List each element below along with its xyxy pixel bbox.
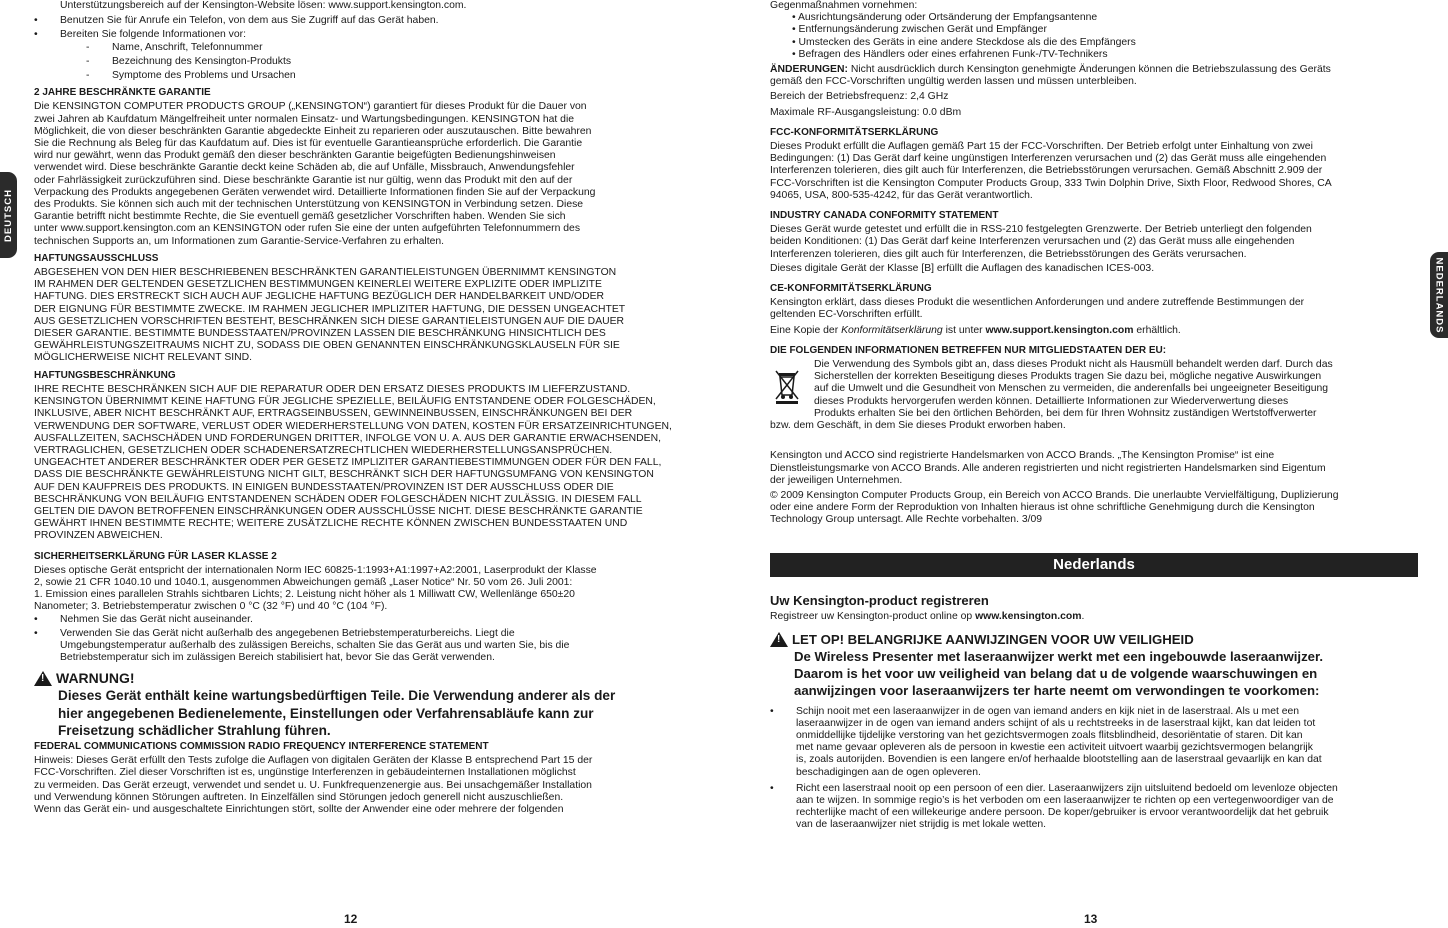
list-item: • Umstecken des Geräts in eine andere Steckdose als die des Empfängers	[792, 37, 1418, 49]
list-item	[34, 29, 682, 82]
canada-heading: INDUSTRY CANADA CONFORMITY STATEMENT	[770, 210, 999, 222]
eu-text: Die Verwendung des Symbols gibt an, dass dieses Produkt nicht als Hausmüll behandelt werden darf. Durch das Sicherstellen der korrekten Beseitigung dieses Produkts tragen Sie dazu bei, mögliche negative Auswirkungen auf die Umwelt und die Gesundheit von Menschen zu vermeiden, die anderenfalls bei ungeeigneter Beseitigung dieses Produkts hervorgerufen werden können. Detaillierte Informationen zur Wiederverwertung dieses Produkts erhalten Sie bei den örtlichen Behörden, bei dem für Ihren Wohnsitz zuständigen Wertstoffverwerter	[814, 359, 1333, 419]
list-item: • Ausrichtungsänderung oder Ortsänderung der Empfangsantenne	[792, 12, 1418, 24]
changes-paragraph	[770, 64, 1418, 88]
changes-label: ÄNDERUNGEN:	[770, 64, 848, 76]
dash-list	[60, 42, 682, 83]
list-item: • Schijn nooit met een laseraanwijzer in de ogen van iemand anders en kijk niet in de laserstraal. Als u met een laseraanwijzer in de ogen van iemand anders schijnt of als u rechtstreeks in de laserstraal kijkt, kan dat leiden tot onmiddellijke tijdelijke verstoring van het gezichtsvermogen zoals flitsblindheid, desoriëntatie of staren. Dit kan met name gevaar opleveren als de persoon in kwestie een activiteit uitvoert waarbij gezichtsvermogen belangrijk is, zoals autorijden. Bovendien is een langere en/of herhaalde blootstelling aan de laserstraal gevaarlijk en kan dat beschadigingen aan de ogen opleveren.	[770, 706, 1418, 779]
list-item: • Richt een laserstraal nooit op een persoon of een dier. Laseraanwijzers zijn uitsluitend bedoeld om levenloze objecten aan te wijzen. In sommige regio’s is het verboden om een laseraanwijzer te richten op een vertegenwoordiger van de rechterlijke macht of een willekeurige andere persoon. De koper/gebruiker is ervoor verantwoordelijk dat het gebruik van de laseraanwijzer niet strijdig is met lokale wetten.	[770, 783, 1418, 832]
eu-heading: DIE FOLGENDEN INFORMATIONEN BETREFFEN NUR MITGLIEDSTAATEN DER EU:	[770, 344, 1167, 356]
copyright-text: © 2009 Kensington Computer Products Group, ein Bereich von ACCO Brands. Die unerlaubte Vervielfältigung, Duplizierung oder eine andere Form der Reproduktion von Inhalten hieraus ist ohne schriftliche Genehmigung durch die Kensington Technology Group untersagt. Alle Rechte vorbehalten. 3/09	[770, 489, 1339, 526]
warning-title: WARNUNG!	[56, 670, 135, 687]
nl-register-pre: Registreer uw Kensington-product online op	[770, 610, 976, 622]
page-number-left: 12	[344, 912, 358, 926]
fcc-conformity-text: Dieses Produkt erfüllt die Auflagen gemäß Part 15 der FCC-Vorschriften. Der Betrieb erfolgt unter Einhaltung von zwei Bedingungen: (1) Das Gerät darf keine ungünstigen Interferenzen verursachen und (2) das Gerät muss alle eingehenden Interferenzen tolerieren, dies gilt auch für Interferenzen, die Betriebsstörungen verursachen. Gemäß Abschnitt 2.909 der FCC-Vorschriften ist die Kensington Computer Products Group, 333 Twin Dolphin Drive, Sixth Floor, Redwood Shores, CA 94065, USA, 800-535-4242, für das Gerät verantwortlich.	[770, 141, 1332, 201]
warranty-heading: 2 JAHRE BESCHRÄNKTE GARANTIE	[34, 87, 211, 99]
laser-text: Dieses optische Gerät entspricht der internationalen Norm IEC 60825-1:1993+A1:1997+A2:2001, Laserprodukt der Klasse 2, sowie 21 CFR 1040.10 und 1040.1, ausgenommen Abweichungen gemäß „Laser Notice“ Nr. 50 vom 26. Juli 2001: 1. Emission eines parallelen Strahls sichtbaren Lichts; 2. Leistung nicht höher als 1 Milliwatt CW, Wellenlänge 650±20 Nanometer; 3. Betriebstemperatur zwischen 0 °C (32 °F) und 40 °C (104 °F).	[34, 564, 597, 613]
list-item: • Verwenden Sie das Gerät nicht außerhalb des angegebenen Betriebstemperaturbereichs. Liegt die Umgebungstemperatur außerhalb des zulässigen Bereichs, schalten Sie das Gerät aus und warten Sie, bis die Betriebstemperatur sich im zulässigen Bereich stabilisiert hat, bevor Sie das Gerät verwenden.	[34, 628, 682, 665]
disclaimer-heading: HAFTUNGSAUSSCHLUSS	[34, 252, 159, 264]
nl-warning-text: De Wireless Presenter met laseraanwijzer werkt met een ingebouwde laseraanwijzer. Daarom is het voor uw veiligheid van belang dat u de volgende waarschuwingen en aanwijzingen voor laseraanwijzers ter harte neemt om verwondingen te voorkomen:	[794, 648, 1324, 699]
list-item: • Benutzen Sie für Anrufe ein Telefon, von dem aus Sie Zugriff auf das Gerät haben.	[34, 15, 682, 27]
warning-heading	[34, 670, 682, 687]
ce-copy-italic: Konformitätserklärung	[841, 324, 943, 336]
laser-heading: SICHERHEITSERKLÄRUNG FÜR LASER KLASSE 2	[34, 550, 277, 562]
canada-text: Dieses Gerät wurde getestet und erfüllt die in RSS-210 festgelegten Grenzwerte. Der Betrieb unterliegt den folgenden beiden Konditionen: (1) Das Gerät darf keine Interferenzen verursachen und (2) das Gerät muss alle eingehenden Interferenzen tolerieren, dies gilt auch für Interferenzen, die Betriebsstörungen des Geräts verursachen.	[770, 224, 1312, 260]
nl-register-link[interactable]: www.kensington.com	[975, 610, 1082, 622]
laser-bullets	[34, 614, 682, 665]
list-item: • Entfernungsänderung zwischen Gerät und Empfänger	[792, 24, 1418, 36]
nl-register-line	[770, 611, 1418, 623]
weee-bin-icon	[770, 359, 806, 420]
list-item: • Nehmen Sie das Gerät nicht auseinander.	[34, 614, 682, 626]
page-number-right: 13	[1084, 912, 1098, 926]
ce-copy-pre: Eine Kopie der	[770, 324, 842, 336]
nl-title: Uw Kensington-product registreren	[770, 592, 989, 608]
trademark-text: Kensington und ACCO sind registrierte Handelsmarken von ACCO Brands. „The Kensington Promise“ ist eine Dienstleistungsmarke von ACCO Brands. Alle anderen registrierten und nicht registrierten Handelsmarken sind Eigentum der jeweiligen Unternehmen.	[770, 450, 1326, 486]
nl-bullets	[770, 706, 1418, 832]
intro-line: Unterstützungsbereich auf der Kensington-Website lösen: www.support.kensington.com.	[60, 0, 467, 11]
changes-text: Nicht ausdrücklich durch Kensington genehmigte Änderungen können die Betriebszulassung des Geräts gemäß den FCC-Vorschriften ungültig werden lassen und müssen unterbleiben.	[770, 64, 1331, 88]
tab-label: DEUTSCH	[3, 188, 15, 242]
nl-warning-title: LET OP! BELANGRIJKE AANWIJZINGEN VOOR UW VEILIGHEID	[792, 631, 1194, 647]
ce-heading: CE-KONFORMITÄTSERKLÄRUNG	[770, 283, 932, 295]
support-bullets	[34, 15, 682, 82]
ce-text: Kensington erklärt, dass dieses Produkt die wesentlichen Anforderungen und andere zutreffende Bestimmungen der geltenden EC-Vorschriften erfüllt.	[770, 297, 1305, 321]
eu-tail: bzw. dem Geschäft, in dem Sie dieses Produkt erworben haben.	[770, 420, 1066, 432]
fcc-heading: FEDERAL COMMUNICATIONS COMMISSION RADIO FREQUENCY INTERFERENCE STATEMENT	[34, 740, 489, 752]
fcc-text: Hinweis: Dieses Gerät erfüllt den Tests zufolge die Auflagen von digitalen Geräten der Klasse B entsprechend Part 15 der FCC-Vorschriften. Ziel dieser Vorschriften ist es, ungünstige Interferenzen in gebäudeinternen Installationen möglichst zu vermeiden. Das Gerät erzeugt, verwendet und sendet u. U. Funkfrequenzenergie aus. Bei unsachgemäßer Installation und Verwendung können Störungen auftreten. In Einzelfällen sind Störungen jedoch generell nicht auszuschließen. Wenn das Gerät ein- und ausgeschaltete Einrichtungen stört, sollte der Anwender eine oder mehrere der folgenden	[34, 755, 593, 815]
ce-copy-post: erhältlich.	[1133, 324, 1181, 336]
ce-copy-mid: ist unter	[942, 324, 986, 336]
list-item: • Befragen des Händlers oder eines erfahrenen Funk-/TV-Technikers	[792, 49, 1418, 61]
disclaimer-text: ABGESEHEN VON DEN HIER BESCHRIEBENEN BESCHRÄNKTEN GARANTIELEISTUNGEN ÜBERNIMMT KENSINGTON IM RAHMEN DER GELTENDEN GESETZLICHEN BESTIMMUNGEN KEINERLEI WEITERE EXPLIZITE ODER IMPLIZITE HAFTUNG. DIES ERSTRECKT SICH AUCH AUF JEGLICHE HAFTUNG BEZÜGLICH DER HANDELBARKEIT UND/ODER DER EIGNUNG FÜR BESTIMMTE ZWECKE. IM RAHMEN JEGLICHER IMPLIZITER HAFTUNG, DIE DESSEN UNGEACHTET AUS GESETZLICHEN VORSCHRIFTEN BESTEHT, BESCHRÄNKEN SICH DIESE GARANTIELEISTUNGEN AUF DIE DAUER DIESER GARANTIE. BESTIMMTE BUNDESSTAATEN/PROVINZEN LASSEN DIE BESCHRÄNKUNG HINSICHTLICH DES GEWÄHRLEISTUNGSZEITRAUMS NICHT ZU, SODASS DIE OBEN GENANNTEN EINSCHRÄNKUNGSKLAUSELN FÜR SIE MÖGLICHERWEISE NICHT RELEVANT SIND.	[34, 267, 626, 364]
language-tab-deutsch	[0, 172, 17, 258]
warning-text: Dieses Gerät enthält keine wartungsbedürftigen Teile. Die Verwendung anderer als der hier angegebenen Bedienelemente, Einstellungen oder Verfahrensabläufe kann zur Freisetzung schädlicher Strahlung führen.	[58, 688, 616, 738]
ce-link[interactable]: www.support.kensington.com	[985, 324, 1134, 336]
eu-block	[770, 359, 1418, 420]
language-tab-nederlands	[1430, 252, 1448, 338]
warning-icon	[34, 671, 52, 686]
list-item: - Symptome des Problems und Ursachen	[86, 70, 682, 82]
nl-register-post: .	[1081, 610, 1085, 622]
section-banner-nederlands: Nederlands	[770, 553, 1418, 577]
fcc-conformity-heading: FCC-KONFORMITÄTSERKLÄRUNG	[770, 126, 939, 138]
list-item: - Bezeichnung des Kensington-Produkts	[86, 56, 682, 68]
ce-copy-line	[770, 325, 1418, 337]
liability-heading: HAFTUNGSBESCHRÄNKUNG	[34, 369, 176, 381]
tab-label: NEDERLANDS	[1433, 257, 1445, 333]
left-page	[34, 0, 682, 819]
warranty-text: Die KENSINGTON COMPUTER PRODUCTS GROUP („KENSINGTON“) garantiert für dieses Produkt für die Dauer von zwei Jahren ab Kaufdatum Mängelfreiheit unter normalen Einsatz- und Wartungsbedingungen. KENSINGTON hat die Möglichkeit, die von dieser beschränkten Garantie abgedeckte Einheit zu reparieren oder auszutauschen. Bitte bewahren Sie die Rechnung als Beleg für das Kaufdatum auf. Dies ist für eventuelle Garantieansprüche erforderlich. Die Garantie wird nur gewährt, wenn das Produkt gemäß den dieser beschränkten Garantie beigefügten Bedienungshinweisen verwendet wird. Diese beschränkte Garantie deckt keine Schäden ab, die auf Unfälle, Missbrauch, Anwendungsfehler oder Fahrlässigkeit zurückzuführen sind. Diese beschränkte Garantie ist nur gültig, wenn das Produkt mit den auf der Verpackung des Produkts angegebenen Geräten verwendet wird. Detaillierte Informationen finden Sie auf der Verpackung des Produkts. Sie können sich auch mit der technischen Unterstützung von KENSINGTON in Verbindung setzen. Diese Garantie betrifft nicht bestimmte Rechte, die Sie eventuell gemäß gesetzlicher Vorschriften haben. Wenden Sie sich unter www.support.kensington.com an KENSINGTON oder rufen Sie eine der unten aufgeführten Telefonnummern des technischen Supports an, um Informationen zum Garantie-Service-Verfahren zu erhalten.	[34, 101, 596, 247]
measures-intro: Gegenmaßnahmen vornehmen:	[770, 0, 918, 11]
measures-list	[770, 12, 1418, 61]
canada-line: Dieses digitale Gerät der Klasse [B] erfüllt die Auflagen des kanadischen ICES-003.	[770, 262, 1155, 274]
nl-warning-heading	[770, 631, 1418, 648]
warning-icon	[770, 632, 788, 647]
frequency-line: Bereich der Betriebsfrequenz: 2,4 GHz	[770, 91, 949, 103]
list-item-text: Bereiten Sie folgende Informationen vor:	[60, 29, 246, 41]
right-page	[770, 0, 1418, 835]
liability-text: IHRE RECHTE BESCHRÄNKEN SICH AUF DIE REPARATUR ODER DEN ERSATZ DIESES PRODUKTS IM LIEFERZUSTAND. KENSINGTON ÜBERNIMMT KEINE HAFTUNG FÜR JEGLICHE SPEZIELLE, BEILÄUFIG ENTSTANDENE ODER FOLGESCHÄDEN, INKLUSIVE, ABER NICHT BESCHRÄNKT AUF, ERTRAGSEINBUSSEN, GEWINNEINBUSSEN, EINSCHRÄNKUNGEN BEI DER VERWENDUNG DER SOFTWARE, VERLUST ODER WIEDERHERSTELLUNG VON DATEN, KOSTEN FÜR ERSATZEINRICHTUNGEN, AUSFALLZEITEN, SACHSCHÄDEN UND FORDERUNGEN DRITTER, INFOLGE VON U. A. AUS DER GARANTIE ERWACHSENDEN, VERTRAGLICHEN, GESETZLICHEN ODER SCHADENERSATZRECHTLICHEN WIEDERHERSTELLUNGSANSPRÜCHEN. UNGEACHTET ANDERER BESCHRÄNKTER ODER PER GESETZ IMPLIZITER GARANTIEBESTIMMUNGEN ODER FÜR DEN FALL, DASS DIE BESCHRÄNKTE GEWÄHRLEISTUNG NICHT GILT, BESCHRÄNKT SICH DER HAFTUNGSUMFANG VON KENSINGTON AUF DEN KAUFPREIS DES PRODUKTS. IN EINIGEN BUNDESSTAATEN/PROVINZEN IST DER AUSSCHLUSS ODER DIE BESCHRÄNKUNG VON BEILÄUFIG ENTSTANDENEN SCHÄDEN ODER FOLGESCHÄDEN NICHT ZULÄSSIG. IN DIESEM FALL GELTEN DIE DAVON BETROFFENEN EINSCHRÄNKUNGEN ODER AUSSCHLÜSSE NICHT. DIESE BESCHRÄNKTE GARANTIE GEWÄHRT IHNEN BESTIMMTE RECHTE; WEITERE ZUSÄTZLICHE RECHTE KÖNNEN ZWISCHEN BUNDESSTAATEN UND PROVINZEN ABWEICHEN.	[34, 383, 672, 542]
list-item: - Name, Anschrift, Telefonnummer	[86, 42, 682, 54]
rf-output-line: Maximale RF-Ausgangsleistung: 0.0 dBm	[770, 106, 962, 118]
